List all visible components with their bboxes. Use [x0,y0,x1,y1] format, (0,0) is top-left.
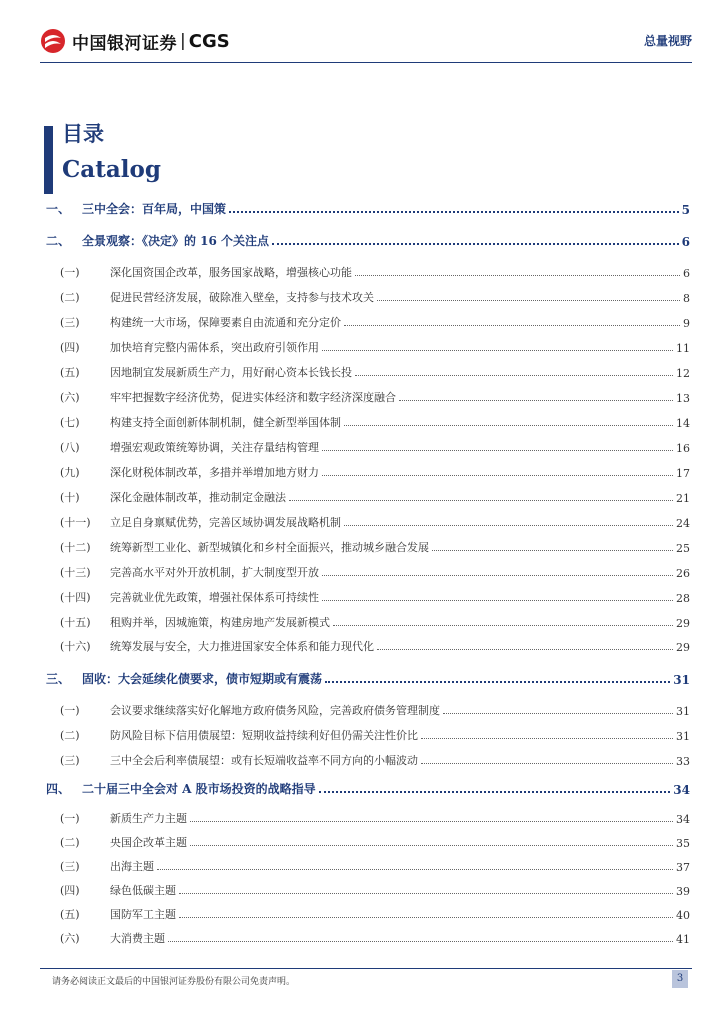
toc-entry[interactable] [40,364,690,380]
toc-entry-page: 17 [676,467,690,480]
toc-title-en: Catalog [62,156,161,183]
cgs-logo-icon [40,28,66,54]
toc-entry-page: 29 [676,617,690,630]
toc-entry-page: 21 [676,492,690,505]
toc-entry-page: 9 [683,317,690,330]
toc-entry-number: (四) [60,884,80,897]
toc-leader-dots [443,712,673,714]
toc-leader-dots [344,324,680,326]
toc-title-cn: 目录 [62,121,104,146]
toc-entry-title: 深化国资国企改革，服务国家战略，增强核心功能 [110,266,352,279]
toc-entry[interactable] [40,489,690,505]
toc-entry[interactable] [40,264,690,280]
toc-entry[interactable] [40,882,690,898]
toc-entry[interactable] [40,858,690,874]
toc-entry[interactable] [40,930,690,946]
toc-entry-page: 5 [681,203,690,217]
toc-entry[interactable] [40,638,690,654]
toc-leader-dots [399,399,673,401]
toc-leader-dots [325,680,670,683]
toc-leader-dots [322,349,673,351]
toc-entry-page: 25 [676,542,690,555]
toc-entry-title: 新质生产力主题 [110,812,187,825]
toc-entry-title: 租购并举，因城施策，构建房地产发展新模式 [110,616,330,629]
toc-entry-number: (一) [60,812,80,825]
toc-entry-number: (六) [60,932,80,945]
toc-leader-dots [319,790,671,793]
toc-entry[interactable] [40,200,690,217]
toc-entry-number: (一) [60,266,80,279]
toc-entry-title: 因地制宜发展新质生产力，用好耐心资本长钱长投 [110,366,352,379]
toc-entry-number: 四、 [46,782,71,796]
toc-entry[interactable] [40,464,690,480]
disclaimer-text: 请务必阅读正文最后的中国银河证券股份有限公司免责声明。 [52,977,296,987]
toc-entry-page: 37 [676,861,690,874]
toc-entry-title: 三中全会：百年局，中国策 [82,202,227,216]
toc-leader-dots [190,844,673,846]
toc-leader-dots [333,624,673,626]
toc-entry-number: (五) [60,366,80,379]
toc-entry-page: 16 [676,442,690,455]
toc-entry-title: 增强宏观政策统筹协调，关注存量结构管理 [110,441,319,454]
toc-leader-dots [377,299,680,301]
toc-entry[interactable] [40,906,690,922]
toc-entry-number: (六) [60,391,80,404]
toc-entry-page: 11 [676,342,690,355]
footer-divider [40,968,692,969]
toc-entry-number: (十四) [60,591,91,604]
report-type-label: 总量视野 [643,34,692,48]
toc-entry-page: 31 [676,705,690,718]
toc-entry-number: 二、 [46,234,71,248]
toc-entry-number: (一) [60,704,80,717]
toc-entry-number: 三、 [46,672,71,686]
toc-entry-title: 防风险目标下信用债展望：短期收益持续利好但仍需关注性价比 [110,729,418,742]
toc-entry-number: (十五) [60,616,91,629]
toc-entry-title: 完善高水平对外开放机制，扩大制度型开放 [110,566,319,579]
toc-entry-title: 构建支持全面创新体制机制，健全新型举国体制 [110,416,341,429]
toc-entry-title: 立足自身禀赋优势，完善区域协调发展战略机制 [110,516,341,529]
toc-entry-title: 央国企改革主题 [110,836,187,849]
toc-entry-title: 促进民营经济发展，破除准入壁垒，支持参与技术攻关 [110,291,374,304]
toc-entry-page: 28 [676,592,690,605]
toc-entry[interactable] [40,834,690,850]
toc-entry-page: 40 [676,909,690,922]
toc-entry-title: 三中全会后利率债展望：或有长短端收益率不同方向的小幅波动 [110,754,418,767]
toc-entry-title: 出海主题 [110,860,154,873]
toc-leader-dots [344,424,673,426]
toc-entry-number: (三) [60,754,80,767]
toc-leader-dots [168,940,673,942]
toc-entry[interactable] [40,727,690,743]
toc-leader-dots [157,868,673,870]
toc-entry[interactable] [40,810,690,826]
toc-entry-page: 31 [676,730,690,743]
toc-entry-number: (十二) [60,541,91,554]
toc-entry-number: (三) [60,860,80,873]
toc-leader-dots [229,210,679,213]
toc-entry[interactable] [40,339,690,355]
toc-entry-title: 固收：大会延续化债要求，债市短期或有震荡 [82,672,323,686]
toc-entry-page: 24 [676,517,690,530]
toc-entry-page: 35 [676,837,690,850]
toc-leader-dots [289,499,673,501]
toc-leader-dots [322,599,673,601]
toc-entry[interactable] [40,614,690,630]
toc-entry-number: (二) [60,836,80,849]
toc-entry-page: 13 [676,392,690,405]
toc-entry-page: 14 [676,417,690,430]
toc-entry-title: 统筹发展与安全，大力推进国家安全体系和能力现代化 [110,640,374,653]
toc-entry-title: 牢牢把握数字经济优势，促进实体经济和数字经济深度融合 [110,391,396,404]
toc-entry-number: (五) [60,908,80,921]
toc-entry-number: (三) [60,316,80,329]
brand-separator: | [180,31,186,51]
toc-leader-dots [322,574,673,576]
toc-entry-number: (四) [60,341,80,354]
toc-leader-dots [421,737,673,739]
toc-entry-number: (十一) [60,516,91,529]
toc-entry[interactable] [40,670,690,687]
toc-entry-page: 26 [676,567,690,580]
toc-entry[interactable] [40,389,690,405]
toc-entry-number: (十三) [60,566,91,579]
toc-entry-number: (二) [60,729,80,742]
toc-entry[interactable] [40,439,690,455]
toc-leader-dots [322,474,673,476]
toc-entry[interactable] [40,702,690,718]
toc-entry-title: 大消费主题 [110,932,165,945]
toc-entry-number: 一、 [46,202,71,216]
brand-name-cn: 中国银河证券 [72,33,177,54]
toc-leader-dots [344,524,673,526]
toc-entry-page: 29 [676,641,690,654]
toc-entry-title: 绿色低碳主题 [110,884,176,897]
toc-entry-page: 8 [683,292,690,305]
toc-entry-page: 39 [676,885,690,898]
header-divider [40,62,692,63]
toc-entry[interactable] [40,564,690,580]
toc-entry-page: 12 [676,367,690,380]
toc-entry-title: 完善就业优先政策，增强社保体系可持续性 [110,591,319,604]
toc-entry-number: (二) [60,291,80,304]
toc-entry[interactable] [40,589,690,605]
toc-leader-dots [322,449,673,451]
page-number: 3 [672,970,688,988]
toc-entry-title: 统筹新型工业化、新型城镇化和乡村全面振兴，推动城乡融合发展 [110,541,429,554]
toc-entry[interactable] [40,232,690,249]
toc-entry-title: 构建统一大市场，保障要素自由流通和充分定价 [110,316,341,329]
toc-entry-page: 31 [673,673,690,687]
toc-entry[interactable] [40,514,690,530]
toc-entry-page: 6 [681,235,690,249]
brand-name-en: CGS [188,30,230,52]
toc-entry-page: 6 [683,267,690,280]
toc-leader-dots [355,374,673,376]
toc-entry-number: (八) [60,441,80,454]
toc-entry-page: 34 [673,783,690,797]
toc-entry-title: 深化财税体制改革，多措并举增加地方财力 [110,466,319,479]
toc-entry-page: 41 [676,933,690,946]
toc-leader-dots [355,274,680,276]
toc-entry[interactable] [40,314,690,330]
toc-leader-dots [421,762,673,764]
toc-entry[interactable] [40,289,690,305]
toc-entry[interactable] [40,539,690,555]
toc-entry-number: (十) [60,491,80,504]
company-logo [40,28,230,54]
toc-leader-dots [377,648,673,650]
toc-entry-title: 国防军工主题 [110,908,176,921]
toc-leader-dots [272,242,679,245]
toc-entry-title: 二十届三中全会对 A 股市场投资的战略指导 [82,782,316,796]
toc-entry[interactable] [40,414,690,430]
toc-leader-dots [179,892,673,894]
toc-entry[interactable] [40,752,690,768]
toc-entry-title: 深化金融体制改革，推动制定金融法 [110,491,286,504]
page-header [40,28,692,56]
toc-entry-title: 全景观察：《决定》的 16 个关注点 [82,234,270,248]
toc-entry-number: (十六) [60,640,91,653]
title-accent-bar [44,126,53,194]
toc-leader-dots [190,820,673,822]
toc-leader-dots [179,916,673,918]
toc-entry-title: 会议要求继续落实好化解地方政府债务风险，完善政府债务管理制度 [110,704,440,717]
toc-leader-dots [432,549,673,551]
toc-entry[interactable] [40,780,690,797]
toc-entry-number: (七) [60,416,80,429]
toc-entry-page: 34 [676,813,690,826]
toc-entry-title: 加快培育完整内需体系，突出政府引领作用 [110,341,319,354]
toc-entry-number: (九) [60,466,80,479]
toc-entry-page: 33 [676,755,690,768]
